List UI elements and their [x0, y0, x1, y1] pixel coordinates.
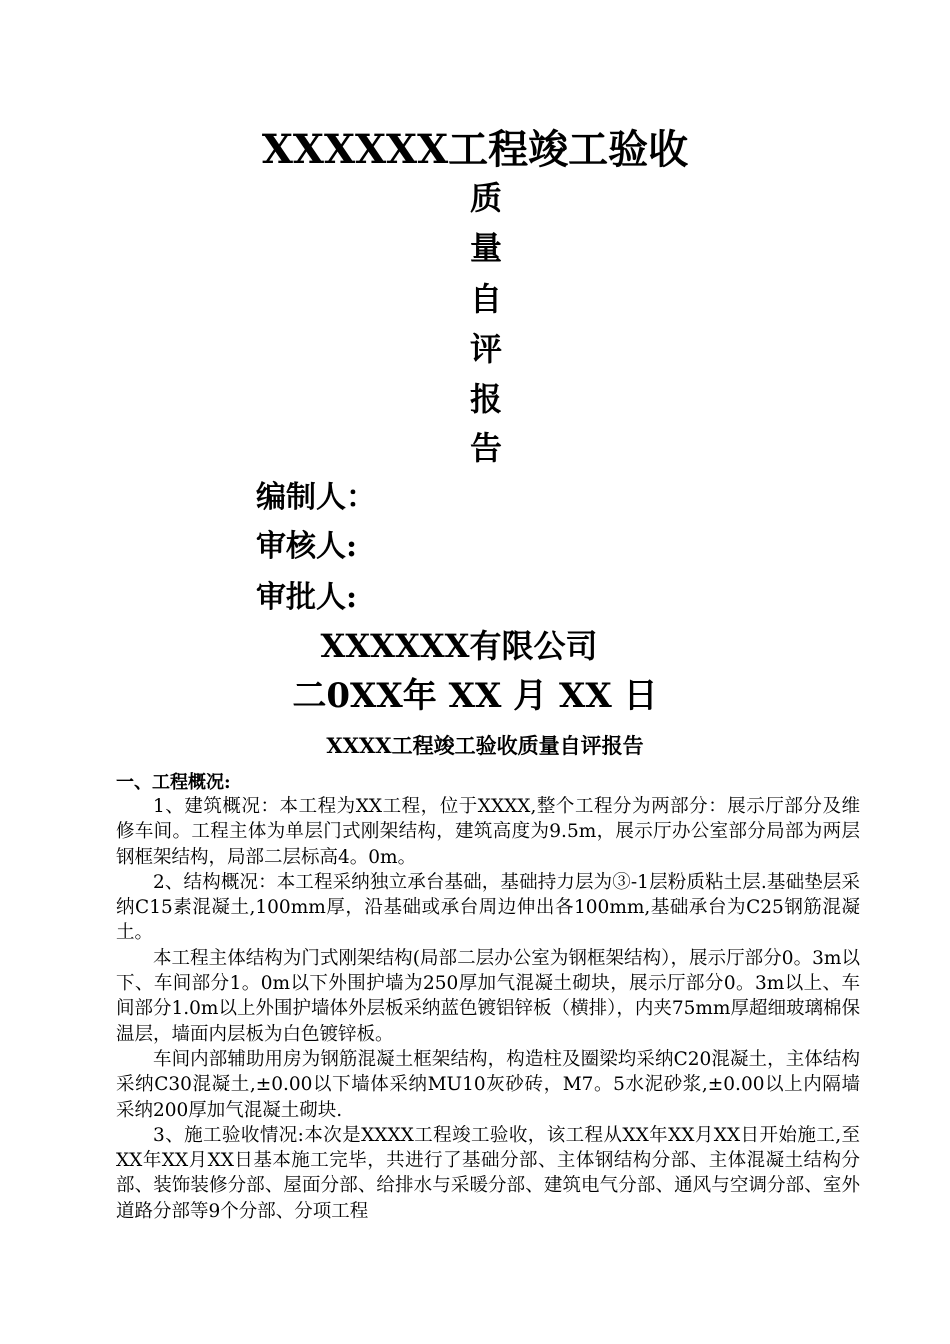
cover-vertical-char: 告	[469, 429, 502, 467]
cover-vertical-char: 报	[469, 380, 502, 418]
cover-vertical-char: 质	[469, 179, 502, 217]
cover-vertical-char: 自	[469, 280, 502, 318]
report-body	[116, 794, 860, 1224]
paragraph-acceptance: 3、施工验收情况:本次是XXXX工程竣工验收，该工程从XX年XX月XX日开始施工,至XX年XX月XX日基本施工完毕，共进行了基础分部、主体钢结构分部、主体混凝土结构分部、装饰装修分部、屋面分部、给排水与采暖分部、建筑电气分部、通风与空调分部、室外道路分部等9个分部、分项工程	[116, 1124, 860, 1222]
signature-compiler: 编制人：	[256, 480, 376, 515]
signature-reviewer: 审核人:	[256, 529, 358, 564]
cover-title: XXXXXX工程竣工验收	[261, 126, 689, 173]
paragraph-structure-overview: 2、结构概况：本工程采纳独立承台基础，基础持力层为③-1层粉质粘土层.基础垫层采纳C15素混凝土,100mm厚，沿基础或承台周边伸出各100mm,基础承台为C25钢筋混凝土。	[116, 871, 860, 944]
cover-vertical-char: 量	[469, 229, 502, 267]
report-title: XXXX工程竣工验收质量自评报告	[326, 733, 644, 758]
paragraph-building-overview: 1、建筑概况：本工程为XX工程，位于XXXX,整个工程分为两部分：展示厅部分及维修车间。工程主体为单层门式刚架结构，建筑高度为9.5m，展示厅办公室部分局部为两层钢框架结构，局部二层标高4。0m。	[116, 796, 860, 868]
section-heading: 一、工程概况:	[116, 772, 231, 793]
cover-vertical-char: 评	[469, 330, 502, 368]
report-date: 二0XX年 XX 月 XX 日	[292, 676, 658, 716]
paragraph-auxiliary-rooms: 车间内部辅助用房为钢筋混凝土框架结构，构造柱及圈梁均采纳C20混凝土，主体结构采纳C30混凝土,±0.00以下墙体采纳MU10灰砂砖，M7。5水泥砂浆,±0.00以上内隔墙采纳200厚加气混凝土砌块.	[116, 1048, 860, 1121]
paragraph-main-structure: 本工程主体结构为门式刚架结构(局部二层办公室为钢框架结构），展示厅部分0。3m以下、车间部分1。0m以下外围护墙为250厚加气混凝土砌块，展示厅部分0。3m以上、车间部分1.0m以上外围护墙体外层板采纳蓝色镀铝锌板（横排），内夹75mm厚超细玻璃棉保温层，墙面内层板为白色镀锌板。	[116, 947, 860, 1045]
signature-approver: 审批人:	[256, 580, 358, 615]
company-name: XXXXXX有限公司	[320, 627, 598, 665]
